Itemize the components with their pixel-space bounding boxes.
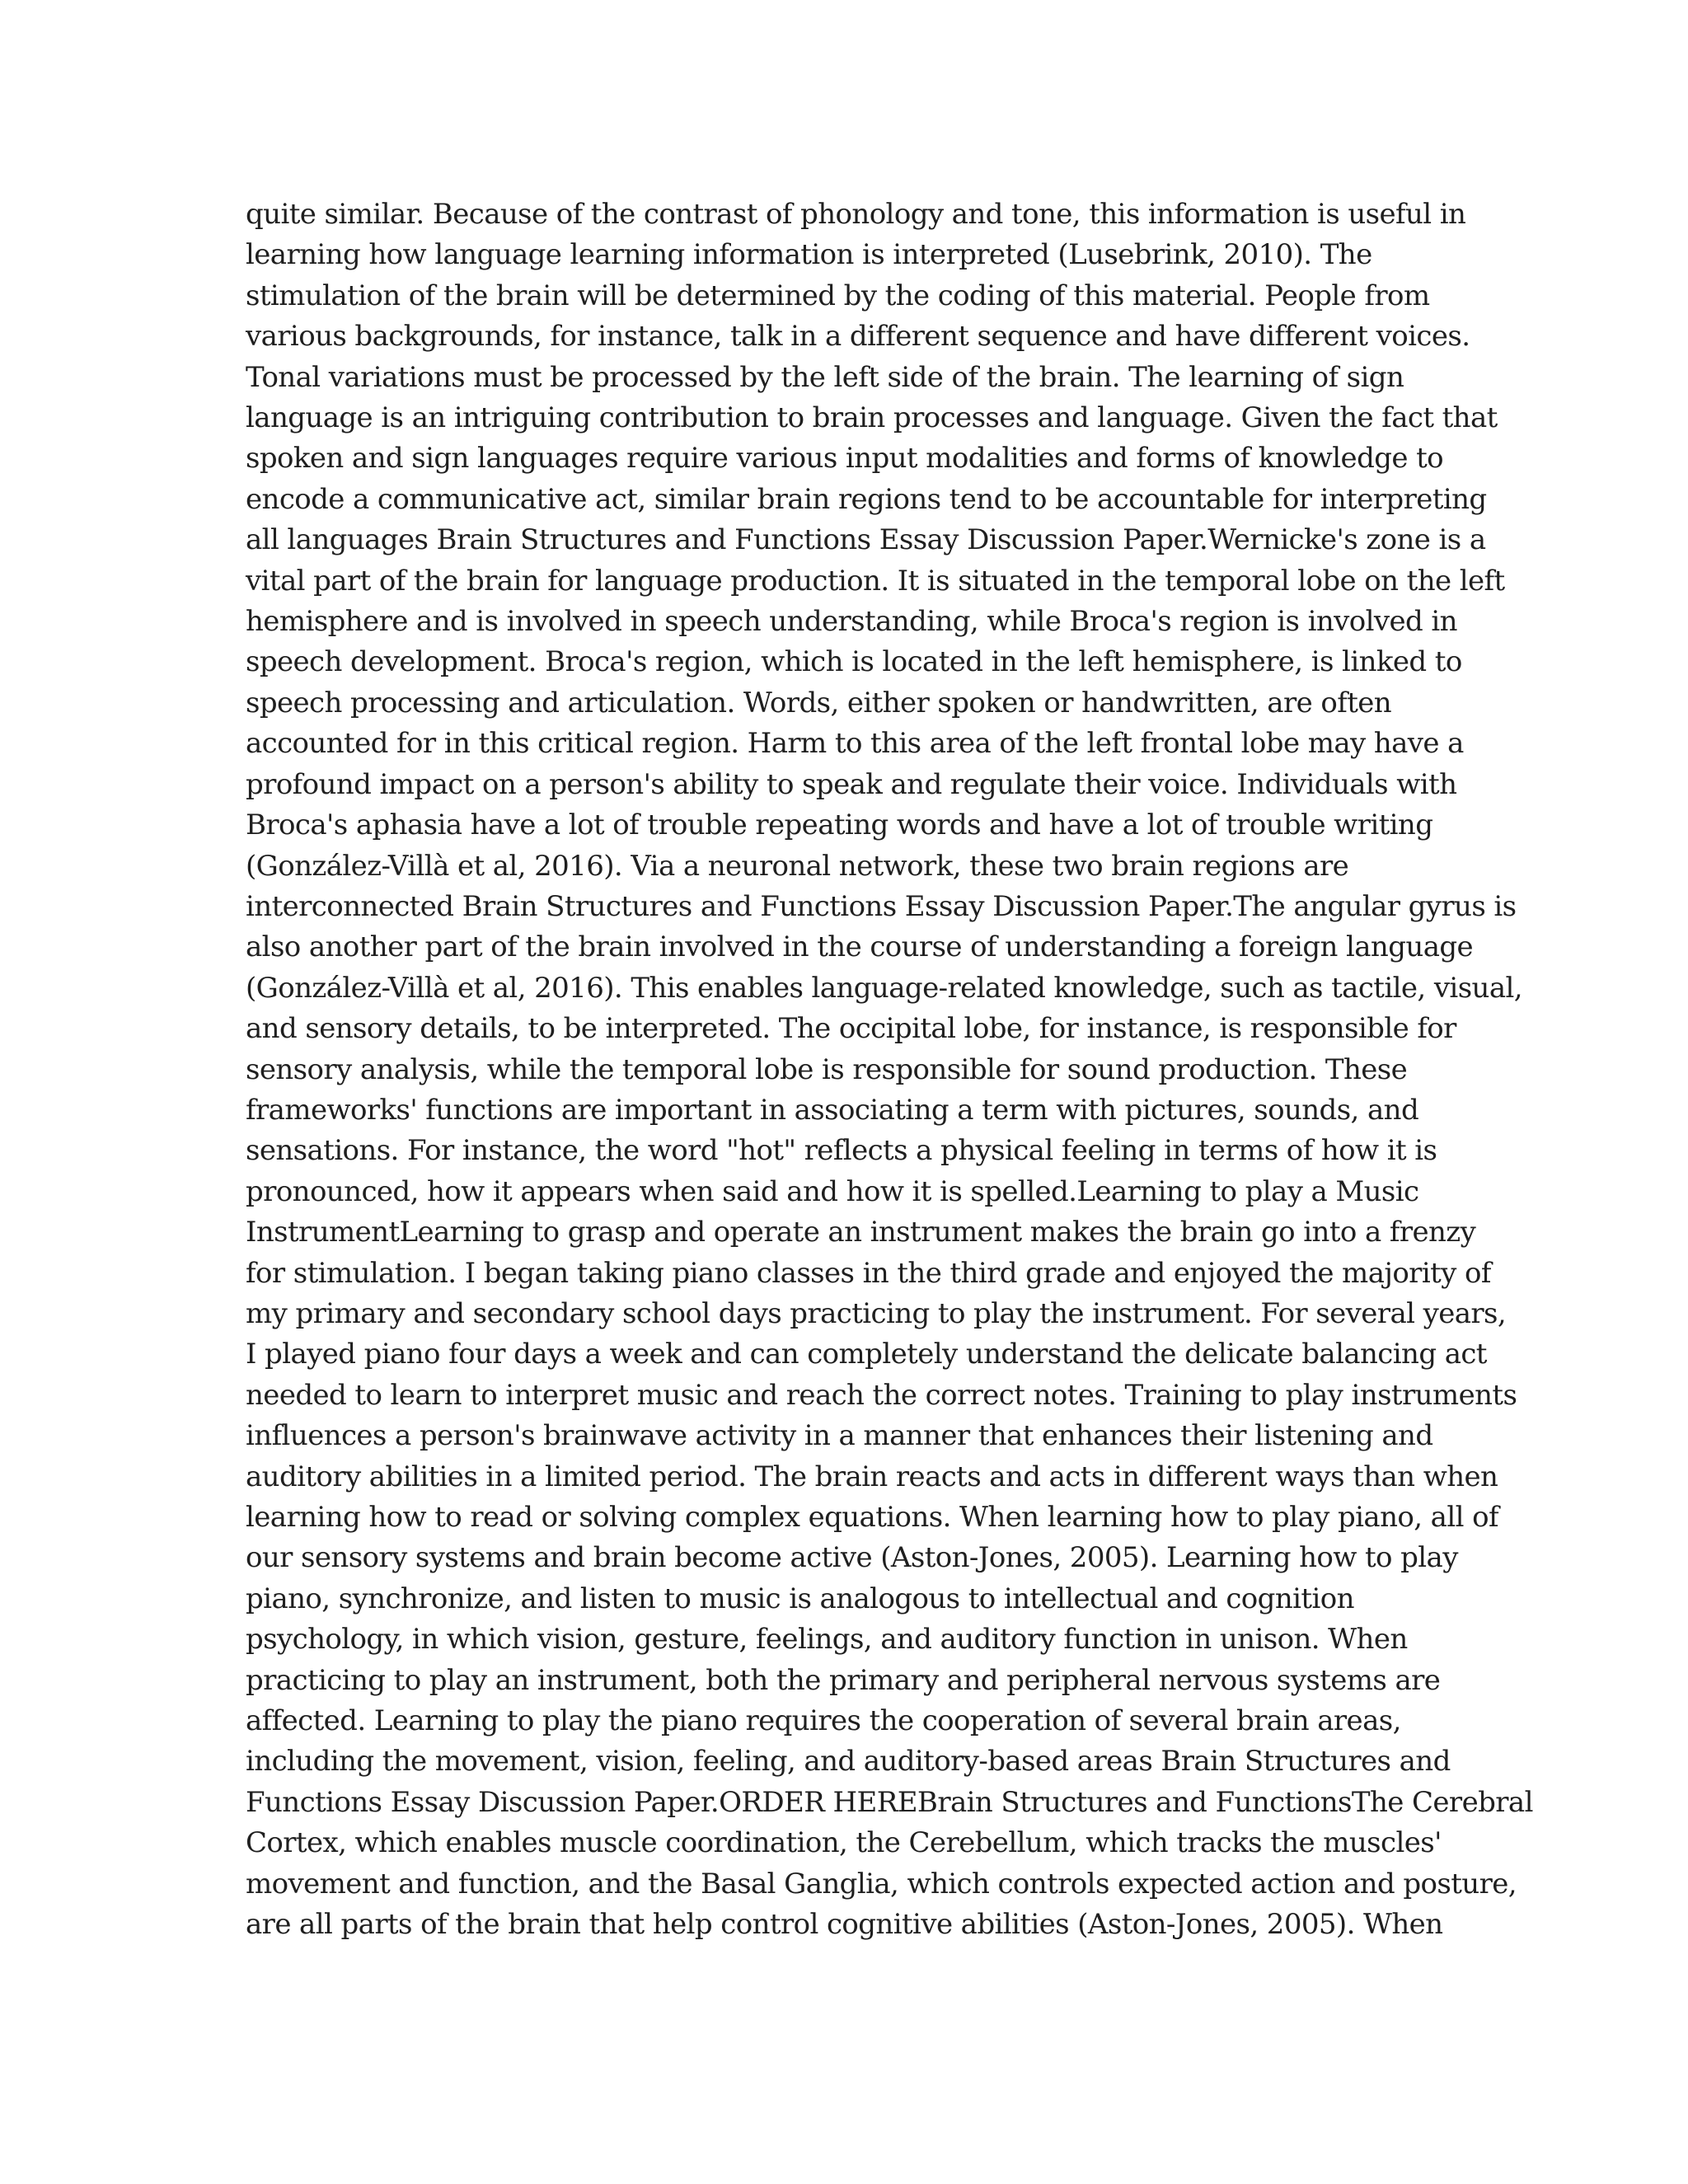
text-line: sensory analysis, while the temporal lobe is responsible for sound production. These xyxy=(246,1052,1408,1086)
text-line: practicing to play an instrument, both the primary and peripheral nervous systems are xyxy=(246,1663,1441,1697)
text-line: sensations. For instance, the word "hot" reflects a physical feeling in terms of how it is xyxy=(246,1134,1437,1168)
text-line: stimulation of the brain will be determined by the coding of this material. People from xyxy=(246,279,1430,312)
text-line: including the movement, vision, feeling, and auditory-based areas Brain Structures and xyxy=(246,1745,1451,1779)
text-line: Tonal variations must be processed by the left side of the brain. The learning of sign xyxy=(246,360,1404,394)
text-line: our sensory systems and brain become active (Aston-Jones, 2005). Learning how to play xyxy=(246,1541,1458,1575)
text-line: learning how to read or solving complex equations. When learning how to play piano, all of xyxy=(246,1501,1498,1534)
text-line: accounted for in this critical region. Harm to this area of the left frontal lobe may have a xyxy=(246,727,1464,761)
text-line: for stimulation. I began taking piano classes in the third grade and enjoyed the majority of xyxy=(246,1256,1491,1290)
text-line: and sensory details, to be interpreted. The occipital lobe, for instance, is responsible for xyxy=(246,1012,1456,1046)
text-line: affected. Learning to play the piano requires the cooperation of several brain areas, xyxy=(246,1704,1401,1738)
text-line: InstrumentLearning to grasp and operate an instrument makes the brain go into a frenzy xyxy=(246,1216,1476,1249)
text-line: spoken and sign languages require various input modalities and forms of knowledge to xyxy=(246,442,1444,476)
text-line: all languages Brain Structures and Functions Essay Discussion Paper.Wernicke's zone is a xyxy=(246,523,1486,557)
text-line: speech development. Broca's region, which is located in the left hemisphere, is linked to xyxy=(246,645,1462,679)
text-line: language is an intriguing contribution to brain processes and language. Given the fact that xyxy=(246,401,1498,435)
text-line: vital part of the brain for language production. It is situated in the temporal lobe on the left xyxy=(246,564,1505,598)
text-line: learning how language learning information is interpreted (Lusebrink, 2010). The xyxy=(246,238,1372,272)
text-line: are all parts of the brain that help control cognitive abilities (Aston-Jones, 2005). When xyxy=(246,1908,1443,1942)
text-line: also another part of the brain involved in the course of understanding a foreign language xyxy=(246,930,1474,964)
text-line: speech processing and articulation. Words, either spoken or handwritten, are often xyxy=(246,686,1392,719)
text-line: Functions Essay Discussion Paper.ORDER HEREBrain Structures and FunctionsThe Cerebral xyxy=(246,1785,1533,1819)
text-line: encode a communicative act, similar brain regions tend to be accountable for interpreting xyxy=(246,482,1487,516)
text-line: Cortex, which enables muscle coordination, the Cerebellum, which tracks the muscles' xyxy=(246,1826,1442,1860)
text-line: movement and function, and the Basal Ganglia, which controls expected action and posture, xyxy=(246,1867,1517,1900)
text-line: piano, synchronize, and listen to music is analogous to intellectual and cognition xyxy=(246,1582,1354,1615)
text-line: influences a person's brainwave activity in a manner that enhances their listening and xyxy=(246,1419,1433,1453)
text-line: hemisphere and is involved in speech understanding, while Broca's region is involved in xyxy=(246,605,1457,639)
text-line: (González-Villà et al, 2016). This enables language-related knowledge, such as tactile, visual, xyxy=(246,971,1523,1005)
text-line: various backgrounds, for instance, talk in a different sequence and have different voices. xyxy=(246,320,1470,354)
body-text xyxy=(246,194,1533,1945)
text-line: pronounced, how it appears when said and how it is spelled.Learning to play a Music xyxy=(246,1174,1419,1208)
text-line: I played piano four days a week and can completely understand the delicate balancing act xyxy=(246,1338,1487,1371)
text-line: my primary and secondary school days practicing to play the instrument. For several years, xyxy=(246,1296,1507,1330)
text-line: (González-Villà et al, 2016). Via a neuronal network, these two brain regions are xyxy=(246,849,1349,883)
text-line: Broca's aphasia have a lot of trouble repeating words and have a lot of trouble writing xyxy=(246,808,1433,842)
text-line: interconnected Brain Structures and Functions Essay Discussion Paper.The angular gyrus is xyxy=(246,889,1517,923)
text-line: profound impact on a person's ability to speak and regulate their voice. Individuals with xyxy=(246,767,1457,801)
text-line: frameworks' functions are important in associating a term with pictures, sounds, and xyxy=(246,1093,1419,1127)
text-line: needed to learn to interpret music and reach the correct notes. Training to play instruments xyxy=(246,1378,1517,1412)
text-line: quite similar. Because of the contrast of phonology and tone, this information is useful in xyxy=(246,198,1466,231)
text-line: psychology, in which vision, gesture, feelings, and auditory function in unison. When xyxy=(246,1623,1408,1657)
text-line: auditory abilities in a limited period. The brain reacts and acts in different ways than when xyxy=(246,1460,1498,1493)
